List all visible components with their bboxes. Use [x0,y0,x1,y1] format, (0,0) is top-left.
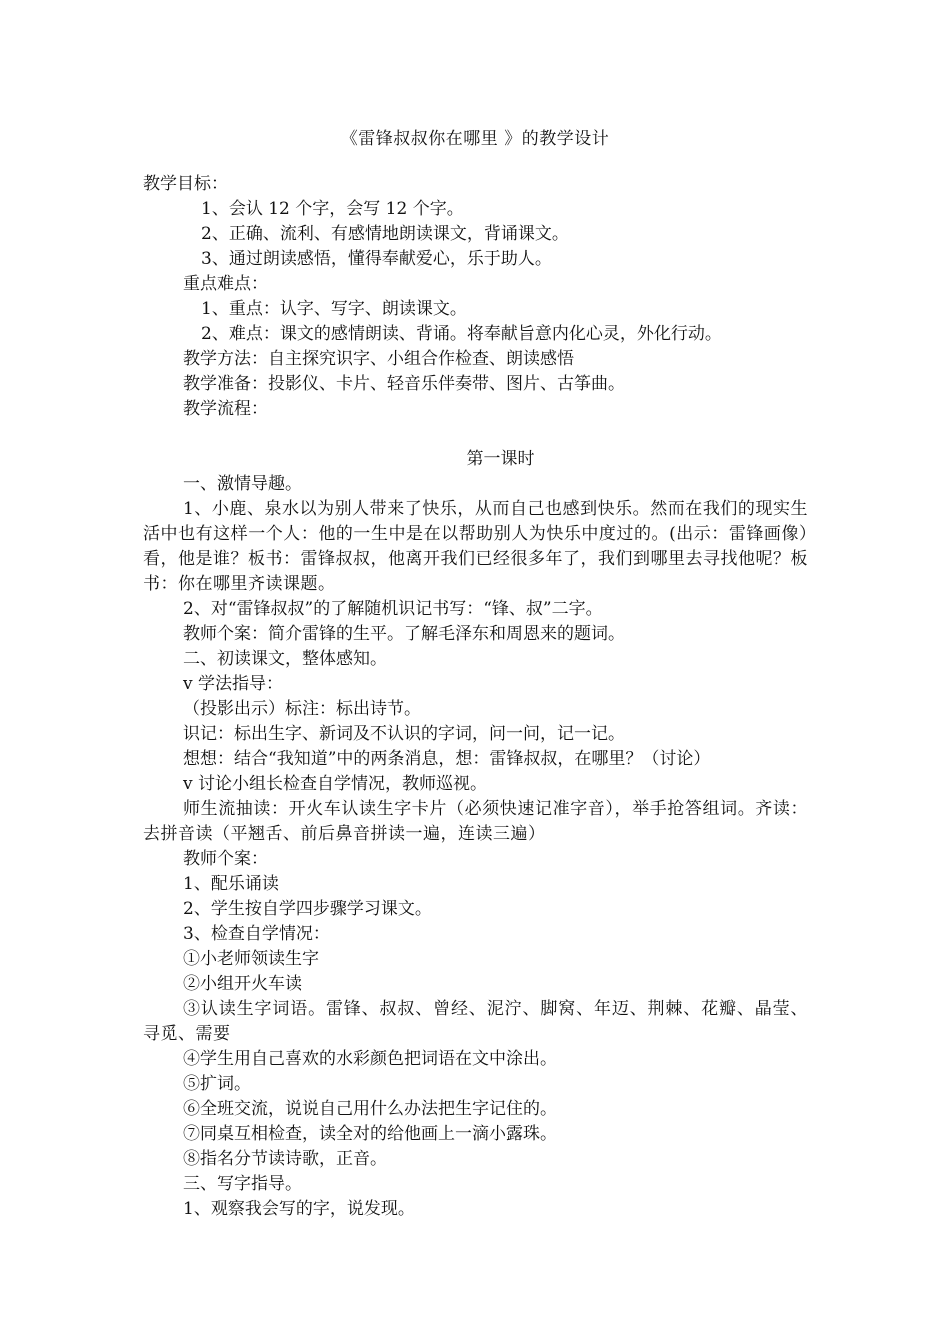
section-heading: 三、写字指导。 [183,1174,302,1194]
paragraph: 识记：标出生字、新词及不认识的字词，问一问，记一记。 [183,724,625,744]
step-item: ⑦同桌互相检查，读全对的给他画上一滴小露珠。 [183,1124,557,1144]
document-body [143,172,808,1222]
teaching-preparation: 教学准备：投影仪、卡片、轻音乐伴奏带、图片、古筝曲。 [183,374,625,394]
paragraph: 1、观察我会写的字，说发现。 [183,1199,415,1219]
paragraph: 教师个案： [183,849,268,869]
list-item: 3、检查自学情况： [183,924,330,944]
step-item: ③认读生字词语。雷锋、叔叔、曾经、泥泞、脚窝、年迈、荆棘、花瓣、晶莹、寻觅、需要 [143,999,808,1044]
document-title: 《雷锋叔叔你在哪里 》的教学设计 [340,129,610,149]
key-points-heading: 重点难点： [183,274,268,294]
step-item: ④学生用自己喜欢的水彩颜色把词语在文中涂出。 [183,1049,557,1069]
paragraph: 1、小鹿、泉水以为别人带来了快乐，从而自己也感到快乐。然而在我们的现实生活中也有这样一个人：他的一生中是在以帮助别人为快乐中度过的。(出示：雷锋画像）看，他是谁？板书：雷锋叔叔，他离开我们已经很多年了，我们到哪里去寻找他呢？板书：你在哪里齐读课题。 [143,499,808,594]
paragraph: （投影出示）标注：标出诗节。 [183,699,421,719]
step-item: ⑧指名分节读诗歌，正音。 [183,1149,387,1169]
key-point-item: 1、重点：认字、写字、朗读课文。 [201,299,467,319]
step-item: ⑤扩词。 [183,1074,251,1094]
paragraph: 想想：结合“我知道”中的两条消息，想：雷锋叔叔，在哪里？（讨论） [183,749,711,769]
paragraph: v 讨论小组长检查自学情况，教师巡视。 [183,774,488,794]
list-item: 2、学生按自学四步骤学习课文。 [183,899,432,919]
lesson-title: 第一课时 [466,449,535,469]
objective-item: 2、正确、流利、有感情地朗读课文，背诵课文。 [201,224,569,244]
key-point-item: 2、难点：课文的感情朗读、背诵。将奉献旨意内化心灵，外化行动。 [201,324,722,344]
paragraph: 2、对“雷锋叔叔”的了解随机识记书写：“锋、叔”二字。 [183,599,603,619]
spacer [143,422,808,447]
section-heading: 一、激情导趣。 [183,474,302,494]
objective-item: 1、会认 12 个字，会写 12 个字。 [201,199,464,219]
objective-item: 3、通过朗读感悟，懂得奉献爱心，乐于助人。 [201,249,552,269]
teaching-method: 教学方法：自主探究识字、小组合作检查、朗读感悟 [183,349,574,369]
step-item: ②小组开火车读 [183,974,302,994]
step-item: ⑥全班交流，说说自己用什么办法把生字记住的。 [183,1099,557,1119]
section-heading: 二、初读课文，整体感知。 [183,649,387,669]
paragraph: 教师个案：简介雷锋的生平。了解毛泽东和周恩来的题词。 [183,624,625,644]
list-item: 1、配乐诵读 [183,874,279,894]
paragraph: v 学法指导： [183,674,284,694]
teaching-process-heading: 教学流程： [183,399,268,419]
paragraph: 师生流抽读：开火车认读生字卡片（必须快速记准字音），举手抢答组词。齐读：去拼音读（平翘舌、前后鼻音拼读一遍，连读三遍） [143,799,808,844]
objectives-heading: 教学目标： [143,174,228,194]
step-item: ①小老师领读生字 [183,949,319,969]
